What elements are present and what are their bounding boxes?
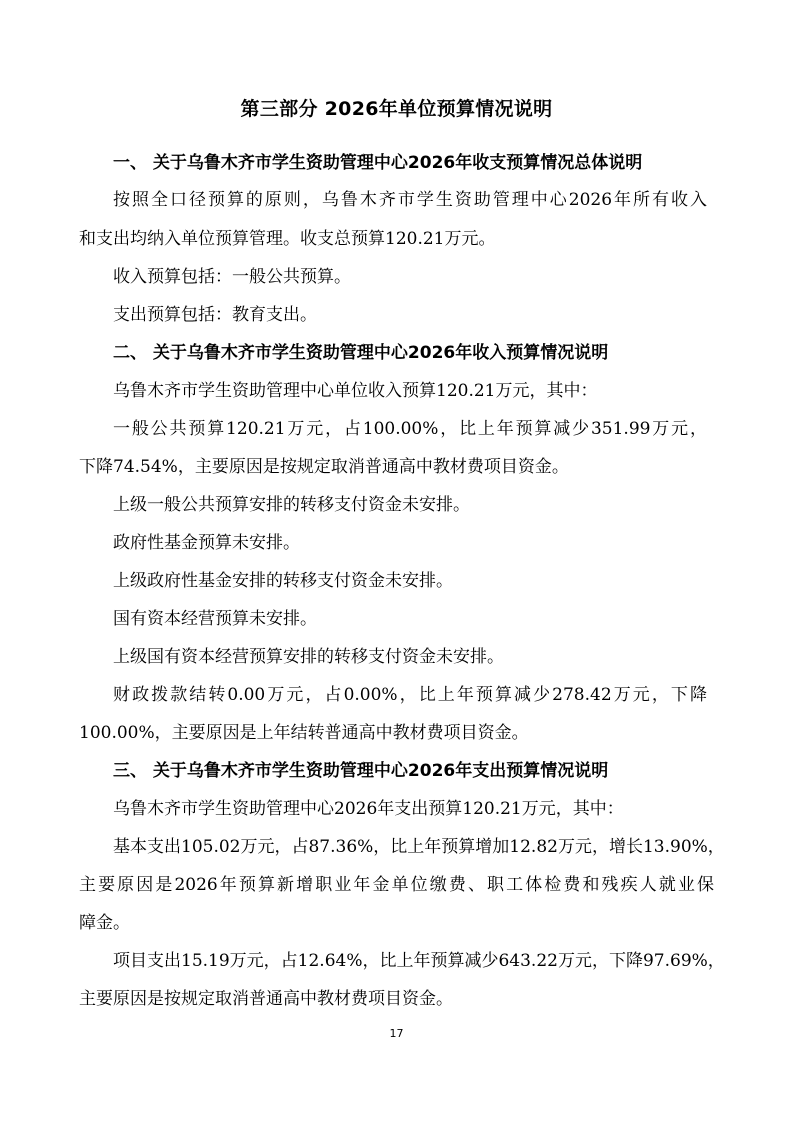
section-2-paragraph-3: 上级一般公共预算安排的转移支付资金未安排。 <box>113 495 470 515</box>
section-2-paragraph-5: 上级政府性基金安排的转移支付资金未安排。 <box>113 571 453 591</box>
section-1-paragraph-1-line-1: 按照全口径预算的原则，乌鲁木齐市学生资助管理中心2026年所有收入 <box>113 190 707 210</box>
section-1-paragraph-1-line-2: 和支出均纳入单位预算管理。收支总预算120.21万元。 <box>79 229 496 249</box>
page-number: 17 <box>389 1027 404 1040</box>
section-2-paragraph-7: 上级国有资本经营预算安排的转移支付资金未安排。 <box>113 647 504 667</box>
section-3-paragraph-1: 乌鲁木齐市学生资助管理中心2026年支出预算120.21万元，其中： <box>113 799 624 819</box>
page-title: 第三部分 2026年单位预算情况说明 <box>240 98 553 120</box>
section-2-paragraph-4: 政府性基金预算未安排。 <box>113 533 300 553</box>
section-3-paragraph-2-line-3: 障金。 <box>79 913 130 933</box>
section-3-heading: 三、 关于乌鲁木齐市学生资助管理中心2026年支出预算情况说明 <box>113 761 609 781</box>
section-2-paragraph-8-line-1: 财政拨款结转0.00万元，占0.00%，比上年预算减少278.42万元，下降 <box>113 685 707 705</box>
section-2-paragraph-1: 乌鲁木齐市学生资助管理中心单位收入预算120.21万元，其中： <box>113 381 598 401</box>
section-2-paragraph-2-line-1: 一般公共预算120.21万元，占100.00%，比上年预算减少351.99万元， <box>113 419 707 439</box>
section-2-paragraph-2-line-2: 下降74.54%，主要原因是按规定取消普通高中教材费项目资金。 <box>79 457 569 477</box>
section-1-paragraph-2: 收入预算包括：一般公共预算。 <box>113 267 351 287</box>
section-3-paragraph-3-line-2: 主要原因是按规定取消普通高中教材费项目资金。 <box>79 989 453 1009</box>
section-2-paragraph-6: 国有资本经营预算未安排。 <box>113 609 317 629</box>
section-3-paragraph-2-line-1: 基本支出105.02万元，占87.36%，比上年预算增加12.82万元，增长13.90%， <box>113 837 725 857</box>
section-3-paragraph-2-line-2: 主要原因是2026年预算新增职业年金单位缴费、职工体检费和残疾人就业保 <box>79 875 714 895</box>
section-2-heading: 二、 关于乌鲁木齐市学生资助管理中心2026年收入预算情况说明 <box>113 343 609 363</box>
section-1-heading: 一、 关于乌鲁木齐市学生资助管理中心2026年收支预算情况总体说明 <box>113 153 643 173</box>
section-2-paragraph-8-line-2: 100.00%，主要原因是上年结转普通高中教材费项目资金。 <box>79 723 529 743</box>
section-3-paragraph-3-line-1: 项目支出15.19万元，占12.64%，比上年预算减少643.22万元，下降97.69%， <box>113 951 725 971</box>
section-1-paragraph-3: 支出预算包括：教育支出。 <box>113 305 317 325</box>
